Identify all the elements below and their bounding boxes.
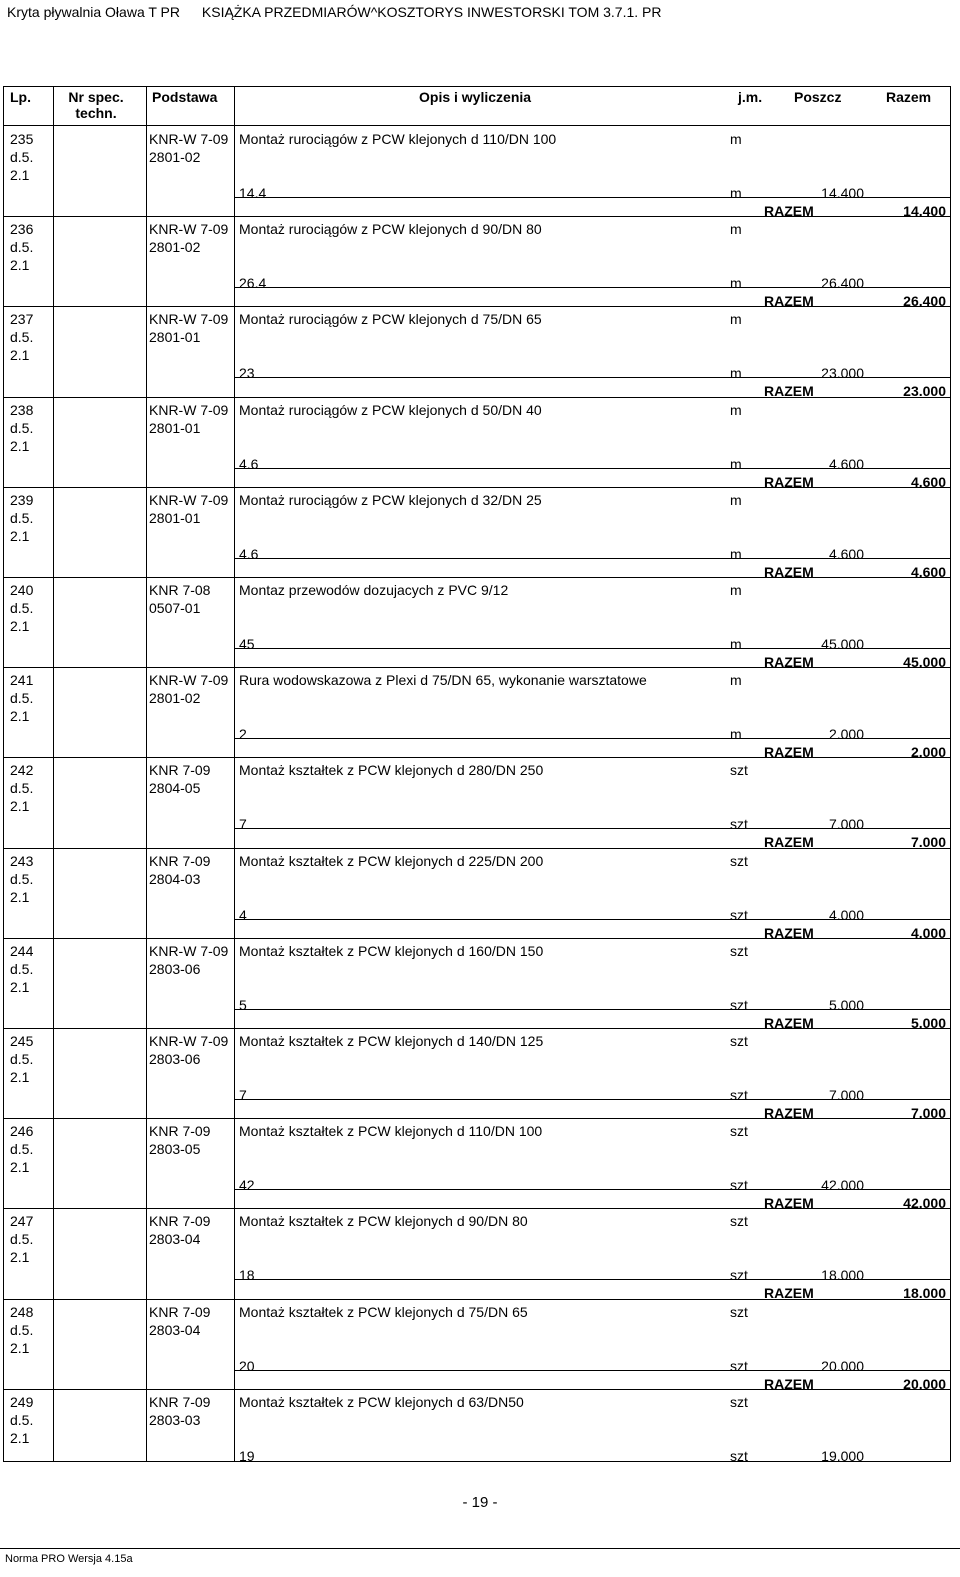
row-lp: 240 d.5. 2.1 xyxy=(10,582,34,634)
row-partial-value: 19.000 xyxy=(821,1447,864,1464)
row-description: Montaż kształtek z PCW klejonych d 110/DN 100 xyxy=(239,1123,543,1140)
row-total-label: RAZEM xyxy=(764,1195,814,1212)
row-podstawa: KNR 7-08 0507-01 xyxy=(149,582,211,616)
table-row xyxy=(4,577,950,670)
row-total-label: RAZEM xyxy=(764,924,814,941)
row-podstawa: KNR-W 7-09 2801-02 xyxy=(149,672,229,707)
row-unit: szt xyxy=(730,1303,748,1320)
col-podstawa: Podstawa xyxy=(152,89,218,105)
row-description: Montaż kształtek z PCW klejonych d 63/DN50 xyxy=(239,1393,524,1410)
row-calc-unit: szt xyxy=(730,1087,748,1103)
row-total-value: 5.000 xyxy=(910,1014,946,1031)
row-podstawa: KNR-W 7-09 2803-06 xyxy=(149,1033,229,1067)
row-calc-unit: szt xyxy=(730,1267,748,1284)
table-row xyxy=(4,1208,950,1302)
row-unit: szt xyxy=(730,762,748,779)
row-calc-unit: szt xyxy=(730,1357,748,1374)
table-row xyxy=(4,757,950,851)
row-calculation: 5 xyxy=(239,996,247,1013)
table-row xyxy=(4,126,950,219)
row-calc-unit: szt xyxy=(730,906,748,923)
row-podstawa: KNR-W 7-09 2801-02 xyxy=(149,221,229,256)
row-description: Montaż kształtek z PCW klejonych d 75/DN 65 xyxy=(239,1303,528,1320)
row-lp: 241 d.5. 2.1 xyxy=(10,672,34,725)
table-row xyxy=(4,216,950,310)
row-partial-value: 4.600 xyxy=(828,455,864,472)
row-total-value: 7.000 xyxy=(910,834,946,851)
row-unit: szt xyxy=(730,1213,748,1230)
row-unit: szt xyxy=(730,1123,748,1140)
row-lp: 246 d.5. 2.1 xyxy=(10,1123,34,1176)
row-calculation: 4.6 xyxy=(239,455,259,472)
row-lp: 239 d.5. 2.1 xyxy=(10,491,34,544)
table-row xyxy=(4,487,950,580)
row-total-value: 7.000 xyxy=(910,1105,946,1121)
row-description: Montaż rurociągów z PCW klejonych d 75/DN 65 xyxy=(239,311,542,328)
row-podstawa: KNR 7-09 2804-03 xyxy=(149,852,211,887)
table-row xyxy=(4,848,950,941)
row-partial-value: 45.000 xyxy=(821,636,864,652)
row-total-label: RAZEM xyxy=(764,744,814,761)
row-total-value: 26.400 xyxy=(903,293,946,310)
row-unit: m xyxy=(730,672,742,689)
row-calculation: 23 xyxy=(239,365,255,382)
row-partial-value: 4.000 xyxy=(828,906,864,923)
row-calc-unit: szt xyxy=(730,1447,748,1464)
header-project: Kryta pływalnia Oława T PR xyxy=(7,4,180,20)
row-total-label: RAZEM xyxy=(764,1014,814,1031)
row-calculation: 42 xyxy=(239,1177,255,1194)
row-unit: szt xyxy=(730,942,748,959)
row-unit: szt xyxy=(730,852,748,869)
row-calc-unit: szt xyxy=(730,816,748,833)
col-jm: j.m. xyxy=(738,89,763,105)
row-unit: m xyxy=(730,491,742,508)
row-total-value: 4.600 xyxy=(910,473,946,490)
row-partial-value: 4.600 xyxy=(828,545,864,562)
row-podstawa: KNR-W 7-09 2801-01 xyxy=(149,401,229,436)
row-lp: 242 d.5. 2.1 xyxy=(10,762,34,815)
row-description: Montaż kształtek z PCW klejonych d 90/DN 80 xyxy=(239,1213,528,1230)
table-row xyxy=(4,938,950,1031)
row-lp: 237 d.5. 2.1 xyxy=(10,311,34,364)
table-row xyxy=(4,397,950,490)
row-lp: 244 d.5. 2.1 xyxy=(10,942,34,995)
row-partial-value: 23.000 xyxy=(821,365,864,382)
row-partial-value: 18.000 xyxy=(821,1267,864,1284)
row-description: Montaż kształtek z PCW klejonych d 160/DN 150 xyxy=(239,942,544,959)
row-total-value: 4.600 xyxy=(910,563,946,580)
row-calc-unit: m xyxy=(730,545,742,562)
row-lp: 248 d.5. 2.1 xyxy=(10,1303,34,1356)
row-description: Montaż rurociągów z PCW klejonych d 50/DN 40 xyxy=(239,401,542,418)
row-total-label: RAZEM xyxy=(764,1375,814,1392)
row-calc-unit: m xyxy=(730,455,742,472)
row-calculation: 4 xyxy=(239,906,247,923)
row-podstawa: KNR-W 7-09 2803-06 xyxy=(149,942,229,977)
row-total-label: RAZEM xyxy=(764,834,814,851)
row-total-value: 42.000 xyxy=(903,1195,946,1212)
row-description: Montaz przewodów dozujacych z PVC 9/12 xyxy=(239,582,509,598)
page-number: - 19 - xyxy=(462,1494,498,1511)
row-calculation: 26.4 xyxy=(239,275,267,292)
estimate-table xyxy=(3,86,951,1462)
row-partial-value: 14.400 xyxy=(821,185,864,201)
page-header xyxy=(7,4,679,20)
row-partial-value: 7.000 xyxy=(828,816,864,833)
row-partial-value: 42.000 xyxy=(821,1177,864,1194)
row-podstawa: KNR 7-09 2803-04 xyxy=(149,1213,211,1248)
row-total-value: 4.000 xyxy=(910,924,946,941)
footer-software: Norma PRO Wersja 4.15a xyxy=(5,1553,133,1565)
row-podstawa: KNR 7-09 2803-05 xyxy=(149,1123,211,1158)
table-row xyxy=(4,1118,950,1212)
table-row xyxy=(4,306,950,400)
col-razem: Razem xyxy=(886,89,932,105)
row-calculation: 7 xyxy=(239,816,247,833)
row-unit: m xyxy=(730,582,742,598)
row-unit: m xyxy=(730,221,742,238)
row-total-label: RAZEM xyxy=(764,1105,814,1121)
row-calculation: 45 xyxy=(239,636,255,652)
row-calculation: 14.4 xyxy=(239,185,267,201)
row-total-label: RAZEM xyxy=(764,1285,814,1302)
row-calc-unit: m xyxy=(730,726,742,743)
row-partial-value: 5.000 xyxy=(828,996,864,1013)
row-calc-unit: m xyxy=(730,636,742,652)
row-total-value: 23.000 xyxy=(903,383,946,400)
row-calc-unit: m xyxy=(730,185,742,201)
row-description: Rura wodowskazowa z Plexi d 75/DN 65, wykonanie warsztatowe xyxy=(239,672,647,689)
row-lp: 249 d.5. 2.1 xyxy=(10,1393,34,1446)
row-total-label: RAZEM xyxy=(764,203,814,219)
row-calc-unit: m xyxy=(730,275,742,292)
row-description: Montaż kształtek z PCW klejonych d 280/DN 250 xyxy=(239,762,544,779)
table-row xyxy=(4,667,950,761)
row-unit: m xyxy=(730,311,742,328)
row-total-label: RAZEM xyxy=(764,383,814,400)
col-poszcz: Poszcz xyxy=(794,89,842,105)
row-calculation: 20 xyxy=(239,1357,255,1374)
row-unit: szt xyxy=(730,1393,748,1410)
row-unit: m xyxy=(730,401,742,418)
row-description: Montaż rurociągów z PCW klejonych d 32/DN 25 xyxy=(239,491,542,508)
col-spec: Nr spec. techn. xyxy=(68,89,124,121)
row-calculation: 2 xyxy=(239,726,247,743)
row-partial-value: 20.000 xyxy=(821,1357,864,1374)
col-opis: Opis i wyliczenia xyxy=(419,89,532,105)
row-lp: 238 d.5. 2.1 xyxy=(10,401,34,454)
table-row xyxy=(4,1389,950,1479)
table-row xyxy=(4,1028,950,1121)
row-description: Montaż kształtek z PCW klejonych d 225/DN 200 xyxy=(239,852,544,869)
row-total-value: 20.000 xyxy=(903,1375,946,1392)
row-calculation: 18 xyxy=(239,1267,255,1284)
row-total-value: 14.400 xyxy=(903,203,946,219)
row-description: Montaż rurociągów z PCW klejonych d 90/DN 80 xyxy=(239,221,542,238)
row-partial-value: 7.000 xyxy=(828,1087,864,1103)
row-calc-unit: szt xyxy=(730,1177,748,1194)
row-calc-unit: szt xyxy=(730,996,748,1013)
row-description: Montaż rurociągów z PCW klejonych d 110/DN 100 xyxy=(239,131,557,147)
col-lp: Lp. xyxy=(10,89,31,105)
row-calculation: 19 xyxy=(239,1447,255,1464)
row-podstawa: KNR-W 7-09 2801-01 xyxy=(149,491,229,526)
row-total-value: 2.000 xyxy=(910,744,946,761)
row-total-label: RAZEM xyxy=(764,293,814,310)
row-podstawa: KNR 7-09 2803-04 xyxy=(149,1303,211,1338)
row-calculation: 4.6 xyxy=(239,545,259,562)
row-unit: szt xyxy=(730,1033,748,1049)
row-total-value: 18.000 xyxy=(903,1285,946,1302)
row-total-value: 45.000 xyxy=(903,654,946,670)
row-total-label: RAZEM xyxy=(764,654,814,670)
row-podstawa: KNR-W 7-09 2801-01 xyxy=(149,311,229,346)
row-partial-value: 2.000 xyxy=(828,726,864,743)
row-lp: 236 d.5. 2.1 xyxy=(10,221,34,274)
table-row xyxy=(4,1299,950,1392)
row-lp: 247 d.5. 2.1 xyxy=(10,1213,34,1266)
row-podstawa: KNR-W 7-09 2801-02 xyxy=(149,131,229,165)
row-lp: 235 d.5. 2.1 xyxy=(10,131,34,183)
row-calc-unit: m xyxy=(730,365,742,382)
row-podstawa: KNR 7-09 2804-05 xyxy=(149,762,211,797)
row-total-label: RAZEM xyxy=(764,473,814,490)
row-partial-value: 26.400 xyxy=(821,275,864,292)
row-lp: 245 d.5. 2.1 xyxy=(10,1033,34,1085)
row-unit: m xyxy=(730,131,742,147)
row-description: Montaż kształtek z PCW klejonych d 140/DN 125 xyxy=(239,1033,544,1049)
row-total-label: RAZEM xyxy=(764,563,814,580)
row-lp: 243 d.5. 2.1 xyxy=(10,852,34,905)
row-calculation: 7 xyxy=(239,1087,247,1103)
row-podstawa: KNR 7-09 2803-03 xyxy=(149,1393,211,1428)
header-title: KSIĄŻKA PRZEDMIARÓW^KOSZTORYS INWESTORSKI TOM 3.7.1. PR xyxy=(201,4,662,20)
